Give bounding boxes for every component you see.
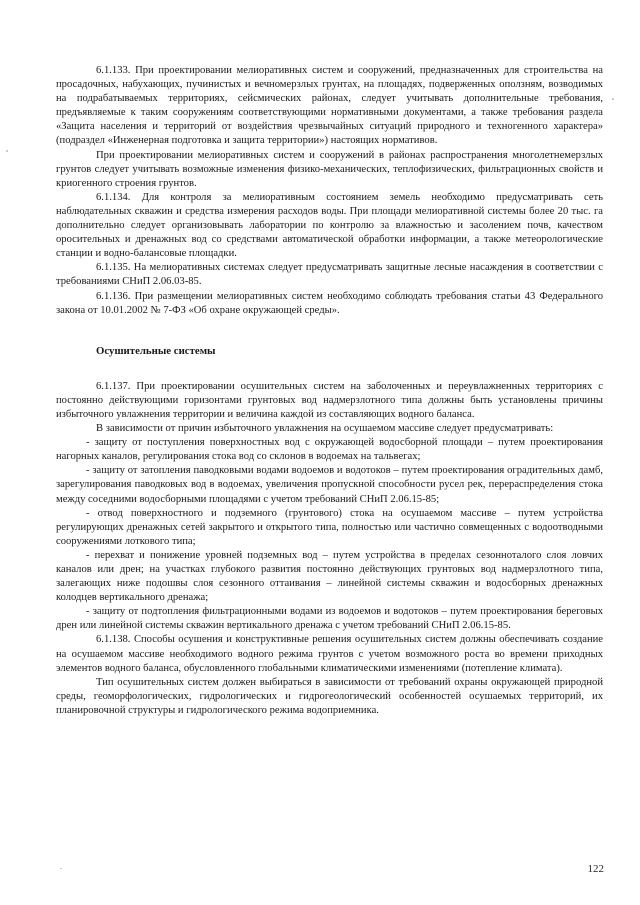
paragraph-intro: В зависимости от причин избыточного увлажнения на осушаемом массиве следует предусматривать:	[96, 423, 554, 435]
bullet-item: - защиту от поступления поверхностных вод с окружающей водосборной площади – путем проектирования нагорных каналов, регулирования стока вод со склонов в водоемах на тальвегах;	[56, 437, 603, 463]
paragraph-6-1-134: 6.1.134. Для контроля за мелиоративным состоянием земель необходимо предусматривать сеть наблюдательных скважин и средства измерения расходов воды. При площади мелиоративной системы более 20 тыс. га дополнительно следует организовывать лаборатории по контролю за влажностью и засолением почв, качеством оросительных и дренажных вод со средствами автоматической обработки информации, а также метеорологические станции и водно-балансовые площадки.	[56, 191, 603, 260]
section-heading: Осушительные системы	[96, 344, 216, 357]
bullet-item: - защиту от затопления паводковыми водами водоемов и водотоков – путем проектирования оградительных дамб, зарегулирования паводковых вод в водоемах, увеличения пропускной способности русел рек, перераспределения стока между соседними водосборными площадями с учетом требований СНиП 2.06.15-85;	[56, 465, 603, 505]
document-page	[56, 64, 603, 718]
scan-speck	[612, 98, 614, 100]
paragraph-6-1-133: 6.1.133. При проектировании мелиоративных систем и сооружений, предназначенных для строительства на просадочных, набухающих, пучинистых и вечномерзлых грунтах, на площадях, подверженных оползням, возводимых на подрабатываемых территориях, сейсмических районах, следует учитывать дополнительные требования, предъявляемые к таким сооружениям соответствующими нормативными документами, а также требования раздела «Защита населения и территорий от воздействия чрезвычайных ситуаций природного и техногенного характера» (подраздел «Инженерная подготовка и защита территории») настоящих нормативов.	[56, 65, 603, 147]
bullet-item: - защиту от подтопления фильтрационными водами из водоемов и водотоков – путем проектирования береговых дрен или линейной системы скважин вертикального дренажа с учетом требований СНиП 2.06.15-85.	[56, 606, 603, 632]
paragraph-system-type: Тип осушительных систем должен выбираться в зависимости от требований охраны окружающей природной среды, геоморфологических, гидрологических и гидрогеологический особенностей осушаемых территорий, их планировочной структуры и гидрологического режима водоприемника.	[56, 676, 603, 716]
paragraph-6-1-138: 6.1.138. Способы осушения и конструктивные решения осушительных систем должны обеспечивать создание на осушаемом массиве необходимого водного режима грунтов с учетом возможного роста во времени приходных элементов водного баланса, обусловленного глобальными климатическими изменениями (потепление климата).	[56, 634, 603, 674]
paragraph-6-1-137: 6.1.137. При проектировании осушительных систем на заболоченных и переувлажненных территориях с постоянно действующими горизонтами грунтовых вод надмерзлотного типа должны быть установлены причины избыточного увлажнения территории и величина каждой из составляющих водного баланса.	[56, 380, 603, 420]
scan-speck	[6, 150, 8, 152]
paragraph-6-1-135: 6.1.135. На мелиоративных системах следует предусматривать защитные лесные насаждения в соответствии с требованиями СНиП 2.06.03-85.	[56, 262, 603, 288]
scan-speck	[60, 868, 62, 869]
page-number: 122	[587, 863, 604, 875]
bullet-item: - отвод поверхностного и подземного (грунтового) стока на осушаемом массиве – путем устройства регулирующих дренажных сетей закрытого и открытого типа, полностью или частично совмещенных с водоотводными сооружениями лоткового типа;	[56, 507, 603, 547]
bullet-item: - перехват и понижение уровней подземных вод – путем устройства в пределах сезонноталого слоя ловчих каналов или дрен; на участках глубокого развития постоянно действующих грунтовых вод надмерзлотного типа, залегающих ниже подошвы слоя сезонного оттаивания – линейной системы скважин и водосборных дренажных колодцев вертикального дренажа;	[56, 549, 603, 604]
paragraph-6-1-136: 6.1.136. При размещении мелиоративных систем необходимо соблюдать требования статьи 43 Федерального закона от 10.01.2002 № 7-ФЗ «Об охране окружающей среды».	[56, 290, 603, 316]
paragraph-permafrost: При проектировании мелиоративных систем и сооружений в районах распространения многолетнемерзлых грунтов следует учитывать возможные изменения физико-механических, теплофизических, фильтрационных свойств и криогенного строения грунтов.	[56, 149, 603, 189]
